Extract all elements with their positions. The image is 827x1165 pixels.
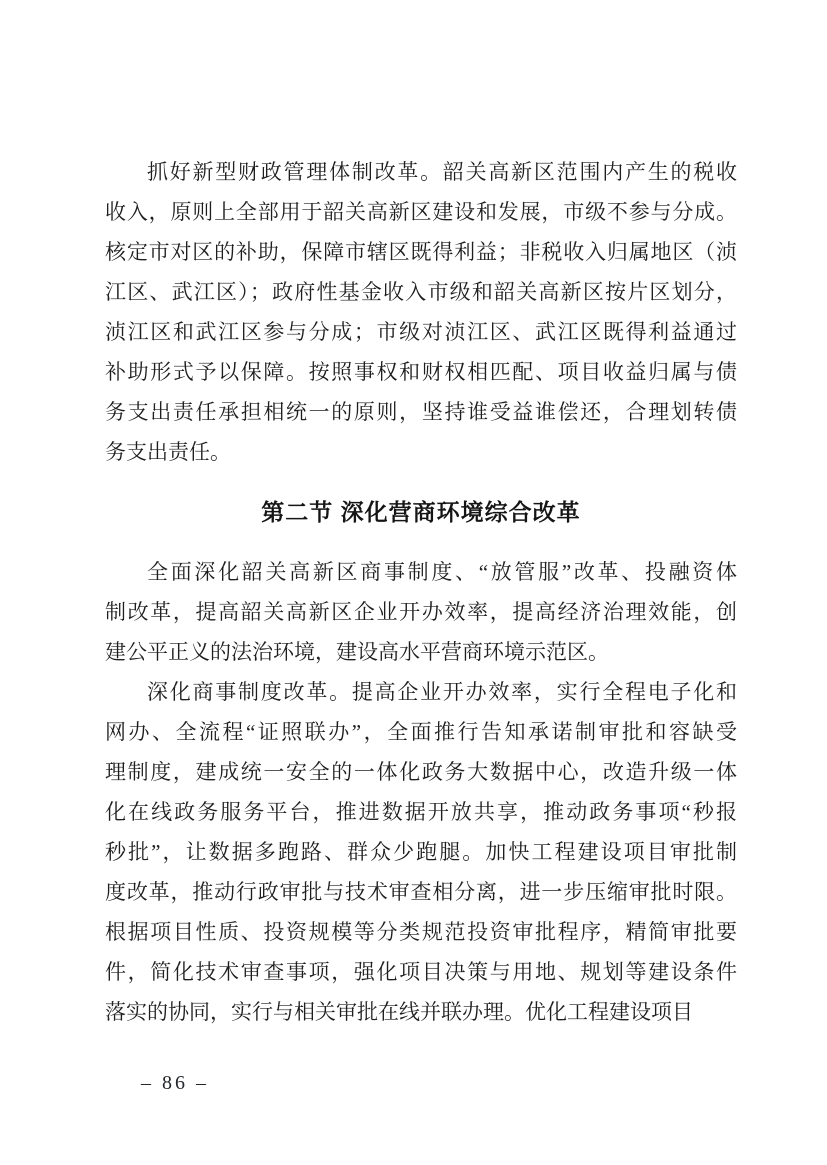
text-line: 理制度，建成统一安全的一体化政务大数据中心，改造升级一体 [105,760,737,784]
text-line: 化在线政务服务平台，推进数据开放共享，推动政务事项“秒报 [105,800,737,824]
text-line: 建公平正义的法治环境，建设高水平营商环境示范区。 [105,640,609,664]
text-line: 秒批”，让数据多跑路、群众少跑腿。加快工程建设项目审批制 [105,840,737,864]
text-line: 全面深化韶关高新区商事制度、“放管服”改革、投融资体 [147,560,737,584]
text-line: 江区、武江区）；政府性基金收入市级和韶关高新区按片区划分， [105,280,737,304]
text-line: 浈江区和武江区参与分成；市级对浈江区、武江区既得利益通过 [105,320,737,344]
text-line: 落实的协同，实行与相关审批在线并联办理。优化工程建设项目 [105,1000,693,1024]
text-line: 收入，原则上全部用于韶关高新区建设和发展，市级不参与分成。 [105,200,737,224]
paragraph-fiscal-reform [105,152,737,472]
text-line: 网办、全流程“证照联办”，全面推行告知承诺制审批和容缺受 [105,720,737,744]
text-line: 根据项目性质、投资规模等分类规范投资审批程序，精简审批要 [105,920,737,944]
text-line: 务支出责任承担相统一的原则，坚持谁受益谁偿还，合理划转债 [105,400,737,424]
document-body [105,152,737,1032]
text-line: 抓好新型财政管理体制改革。韶关高新区范围内产生的税收 [147,160,737,184]
paragraph-business-environment-overview [105,552,737,672]
text-line: 度改革，推动行政审批与技术审查相分离，进一步压缩审批时限。 [105,880,737,904]
text-line: 制改革，提高韶关高新区企业开办效率，提高经济治理效能，创 [105,600,737,624]
text-line: 件，简化技术审查事项，强化项目决策与用地、规划等建设条件 [105,960,737,984]
text-line: 深化商事制度改革。提高企业开办效率，实行全程电子化和 [147,680,737,704]
text-line: 核定市对区的补助，保障市辖区既得利益；非税收入归属地区（浈 [105,240,737,264]
paragraph-commercial-system-reform [105,672,737,1032]
page-number: – 86 – [141,1072,209,1094]
text-line: 务支出责任。 [105,440,231,464]
section-heading: 第二节 深化营商环境综合改革 [261,499,581,525]
text-line: 补助形式予以保障。按照事权和财权相匹配、项目收益归属与债 [105,360,737,384]
